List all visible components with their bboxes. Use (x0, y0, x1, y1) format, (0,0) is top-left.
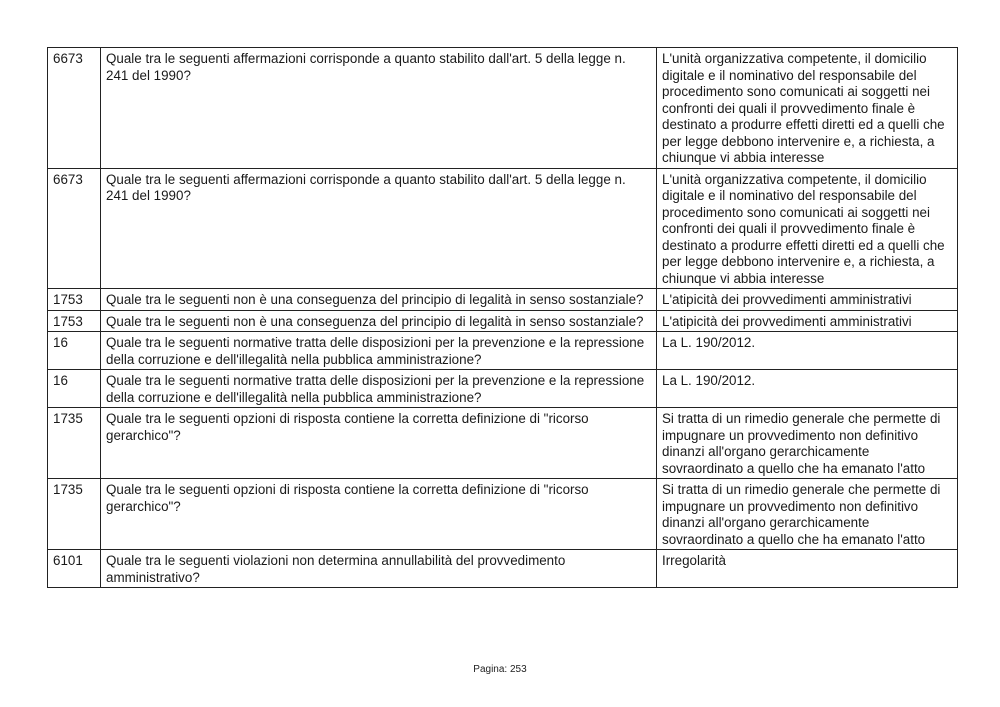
page-number: Pagina: 253 (473, 664, 527, 675)
question-text: Quale tra le seguenti violazioni non determina annullabilità del provvedimento amministrativo? (101, 550, 657, 588)
answer-text: Si tratta di un rimedio generale che permette di impugnare un provvedimento non definitivo dinanzi all'organo gerarchicamente sovraordinato a quello che ha emanato l'atto (657, 479, 958, 550)
question-text: Quale tra le seguenti opzioni di risposta contiene la corretta definizione di "ricorso gerarchico"? (101, 408, 657, 479)
answer-text: La L. 190/2012. (657, 332, 958, 370)
question-text: Quale tra le seguenti normative tratta delle disposizioni per la prevenzione e la repressione della corruzione e dell'illegalità nella pubblica amministrazione? (101, 332, 657, 370)
table-row (48, 370, 958, 408)
table-row (48, 332, 958, 370)
answer-text: L'unità organizzativa competente, il domicilio digitale e il nominativo del responsabile del procedimento sono comunicati ai soggetti nei confronti dei quali il provvedimento finale è destinato a produrre effetti diretti ed a quelli che per legge debbono intervenire e, a richiesta, a chiunque vi abbia interesse (657, 168, 958, 289)
answer-text: L'atipicità dei provvedimenti amministrativi (657, 310, 958, 332)
question-id: 1735 (48, 479, 101, 550)
table-row (48, 550, 958, 588)
questions-table (47, 47, 958, 588)
answer-text: L'unità organizzativa competente, il domicilio digitale e il nominativo del responsabile del procedimento sono comunicati ai soggetti nei confronti dei quali il provvedimento finale è destinato a produrre effetti diretti ed a quelli che per legge debbono intervenire e, a richiesta, a chiunque vi abbia interesse (657, 48, 958, 169)
question-text: Quale tra le seguenti affermazioni corrisponde a quanto stabilito dall'art. 5 della legge n. 241 del 1990? (101, 168, 657, 289)
question-id: 6673 (48, 168, 101, 289)
table-row (48, 48, 958, 169)
answer-text: Si tratta di un rimedio generale che permette di impugnare un provvedimento non definitivo dinanzi all'organo gerarchicamente sovraordinato a quello che ha emanato l'atto (657, 408, 958, 479)
question-text: Quale tra le seguenti opzioni di risposta contiene la corretta definizione di "ricorso gerarchico"? (101, 479, 657, 550)
question-text: Quale tra le seguenti normative tratta delle disposizioni per la prevenzione e la repressione della corruzione e dell'illegalità nella pubblica amministrazione? (101, 370, 657, 408)
answer-text: L'atipicità dei provvedimenti amministrativi (657, 289, 958, 311)
question-id: 1753 (48, 289, 101, 311)
question-id: 6101 (48, 550, 101, 588)
answer-text: Irregolarità (657, 550, 958, 588)
question-text: Quale tra le seguenti non è una conseguenza del principio di legalità in senso sostanziale? (101, 310, 657, 332)
question-id: 16 (48, 332, 101, 370)
question-id: 1735 (48, 408, 101, 479)
question-id: 16 (48, 370, 101, 408)
question-id: 1753 (48, 310, 101, 332)
table-row (48, 289, 958, 311)
table-row (48, 310, 958, 332)
table-row (48, 408, 958, 479)
question-id: 6673 (48, 48, 101, 169)
question-text: Quale tra le seguenti non è una conseguenza del principio di legalità in senso sostanziale? (101, 289, 657, 311)
answer-text: La L. 190/2012. (657, 370, 958, 408)
question-text: Quale tra le seguenti affermazioni corrisponde a quanto stabilito dall'art. 5 della legge n. 241 del 1990? (101, 48, 657, 169)
table-row (48, 479, 958, 550)
table-row (48, 168, 958, 289)
